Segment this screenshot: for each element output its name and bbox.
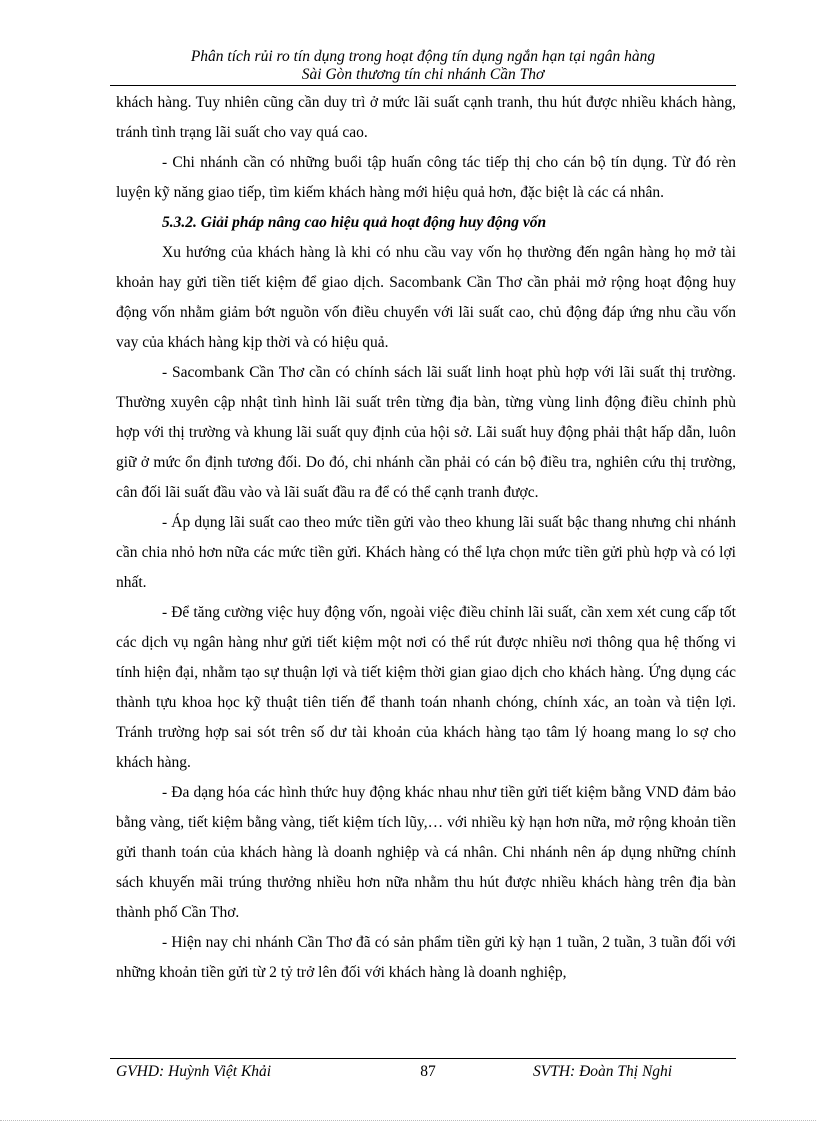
paragraph-interest-policy: - Sacombank Cần Thơ cần có chính sách lãi suất linh hoạt phù hợp với lãi suất thị trường. Thường xuyên cập nhật tình hình lãi suất trên từng địa bàn, từng vùng linh động điều chỉnh phù hợp với thị trường và khung lãi suất quy định của hội sở. Lãi suất huy động phải thật hấp dẫn, luôn giữ ở mức ổn định tương đối. Do đó, chi nhánh cần phải có cán bộ điều tra, nghiên cứu thị trường, cân đối lãi suất đầu vào và lãi suất đầu ra để có thể cạnh tranh được. <box>116 364 736 501</box>
header-divider <box>110 85 736 86</box>
footer-advisor: GVHD: Huỳnh Việt Khải <box>116 1063 272 1080</box>
header-title-line-2: Sài Gòn thương tín chi nhánh Cần Thơ <box>301 66 545 83</box>
paragraph-banking-services: - Để tăng cường việc huy động vốn, ngoài việc điều chỉnh lãi suất, cần xem xét cung cấp tốt các dịch vụ ngân hàng như gửi tiết kiệm một nơi có thể rút được nhiều nơi thông qua hệ thống vi tính hiện đại, nhằm tạo sự thuận lợi và tiết kiệm thời gian giao dịch cho khách hàng. Ứng dụng các thành tựu khoa học kỹ thuật tiên tiến để thanh toán nhanh chóng, chính xác, an toàn và tiện lợi. Tránh trường hợp sai sót trên số dư tài khoản của khách hàng tạo tâm lý hoang mang lo sợ cho khách hàng. <box>116 604 736 771</box>
page-number: 87 <box>420 1063 436 1080</box>
paragraph-diversify-forms: - Đa dạng hóa các hình thức huy động khác nhau như tiền gửi tiết kiệm bằng VND đảm bảo bằng vàng, tiết kiệm bằng vàng, tiết kiệm tích lũy,… với nhiều kỳ hạn hơn nữa, mở rộng khoản tiền gửi thanh toán của khách hàng là doanh nghiệp và cá nhân. Chi nhánh nên áp dụng những chính sách khuyến mãi trúng thưởng nhiều hơn nữa nhằm thu hút được nhiều khách hàng trên địa bàn thành phố Cần Thơ. <box>116 784 736 921</box>
page-header <box>110 48 736 84</box>
body-text <box>116 88 736 988</box>
paragraph-tiered-interest: - Áp dụng lãi suất cao theo mức tiền gửi vào theo khung lãi suất bậc thang nhưng chi nhánh cần chia nhỏ hơn nữa các mức tiền gửi. Khách hàng có thể lựa chọn mức tiền gửi phù hợp và có lợi nhất. <box>116 514 736 591</box>
header-title-line-1: Phân tích rủi ro tín dụng trong hoạt động tín dụng ngắn hạn tại ngân hàng <box>190 48 656 65</box>
paragraph-continuation: khách hàng. Tuy nhiên cũng cần duy trì ở mức lãi suất cạnh tranh, thu hút được nhiều khách hàng, tránh tình trạng lãi suất cho vay quá cao. <box>116 94 736 141</box>
section-heading: 5.3.2. Giải pháp nâng cao hiệu quả hoạt động huy động vốn <box>162 214 547 231</box>
paragraph-short-term-deposits: - Hiện nay chi nhánh Cần Thơ đã có sản phẩm tiền gửi kỳ hạn 1 tuần, 2 tuần, 3 tuần đối với những khoản tiền gửi từ 2 tỷ trở lên đối với khách hàng là doanh nghiệp, <box>116 934 736 981</box>
page-edge-divider <box>0 1120 816 1121</box>
footer-divider <box>110 1058 736 1059</box>
paragraph-marketing-training: - Chi nhánh cần có những buổi tập huấn công tác tiếp thị cho cán bộ tín dụng. Từ đó rèn luyện kỹ năng giao tiếp, tìm kiếm khách hàng mới hiệu quả hơn, đặc biệt là các cá nhân. <box>116 154 736 201</box>
paragraph-customer-trend: Xu hướng của khách hàng là khi có nhu cầu vay vốn họ thường đến ngân hàng họ mở tài khoản hay gửi tiền tiết kiệm để giao dịch. Sacombank Cần Thơ cần phải mở rộng hoạt động huy động vốn nhằm giảm bớt nguồn vốn điều chuyển với lãi suất cao, chủ động đáp ứng nhu cầu vốn vay của khách hàng kịp thời và có hiệu quả. <box>116 244 736 351</box>
footer-student: SVTH: Đoàn Thị Nghi <box>533 1063 673 1080</box>
